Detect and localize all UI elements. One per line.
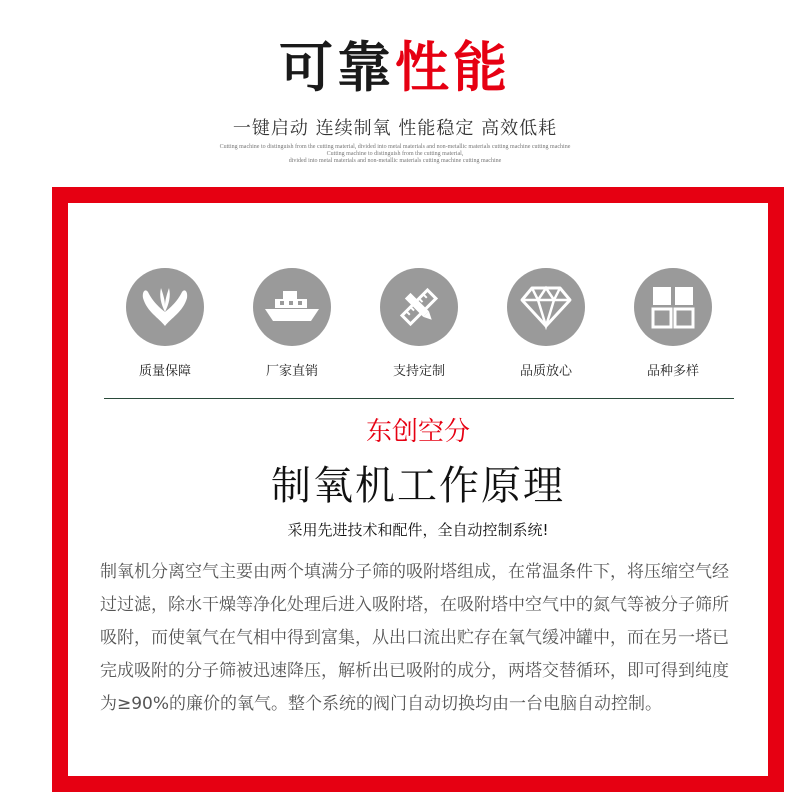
feature-icons xyxy=(68,203,768,403)
diamond-icon xyxy=(507,268,585,346)
fine-print-line: Cutting machine to distinguish from the cutting material, divided into metal materials and non-metallic materials cutting machine cutting machine xyxy=(219,144,571,150)
hands-icon xyxy=(126,268,204,346)
feature-label: 厂家直销 xyxy=(265,364,318,379)
ship-icon xyxy=(253,268,331,346)
pencil-ruler-icon xyxy=(380,268,458,346)
divider xyxy=(104,398,734,399)
page-title xyxy=(0,38,790,98)
feature-item-custom xyxy=(364,268,474,379)
fine-print-line: divided into metal materials and non-metallic materials cutting machine cutting machine xyxy=(288,158,502,164)
tagline: 采用先进技术和配件，全自动控制系统! xyxy=(287,521,549,539)
feature-label: 品种多样 xyxy=(646,364,699,379)
feature-item-quality-assured xyxy=(491,268,601,379)
feature-label: 品质放心 xyxy=(519,364,572,379)
title-red-part: 性能 xyxy=(395,36,511,99)
feature-label: 质量保障 xyxy=(138,364,191,379)
feature-item-quality xyxy=(110,268,220,379)
description-paragraph: 制氧机分离空气主要由两个填满分子筛的吸附塔组成，在常温条件下，将压缩空气经过过滤，除水干燥等净化处理后进入吸附塔，在吸附塔中空气中的氮气等被分子筛所吸附，而使氧气在气相中得到富集，从出口流出贮存在氧气缓冲罐中，而在另一塔已完成吸附的分子筛被迅速降压，解析出已吸附的成分，两塔交替循环，即可得到纯度为≥90%的廉价的氧气。整个系统的阀门自动切换均由一台电脑自动控制。 xyxy=(100,562,729,714)
subtitle: 一键启动 连续制氧 性能稳定 高效低耗 xyxy=(232,118,558,139)
feature-label: 支持定制 xyxy=(392,364,445,379)
brand-name: 东创空分 xyxy=(365,417,470,447)
content-frame xyxy=(52,187,784,792)
feature-item-variety xyxy=(618,268,728,379)
section-heading: 制氧机工作原理 xyxy=(271,463,565,509)
fine-print xyxy=(160,144,630,165)
title-black-part: 可靠 xyxy=(279,36,395,99)
fine-print-line: Cutting machine to distinguish from the cutting material, xyxy=(326,151,464,157)
feature-item-direct xyxy=(237,268,347,379)
grid-icon xyxy=(634,268,712,346)
